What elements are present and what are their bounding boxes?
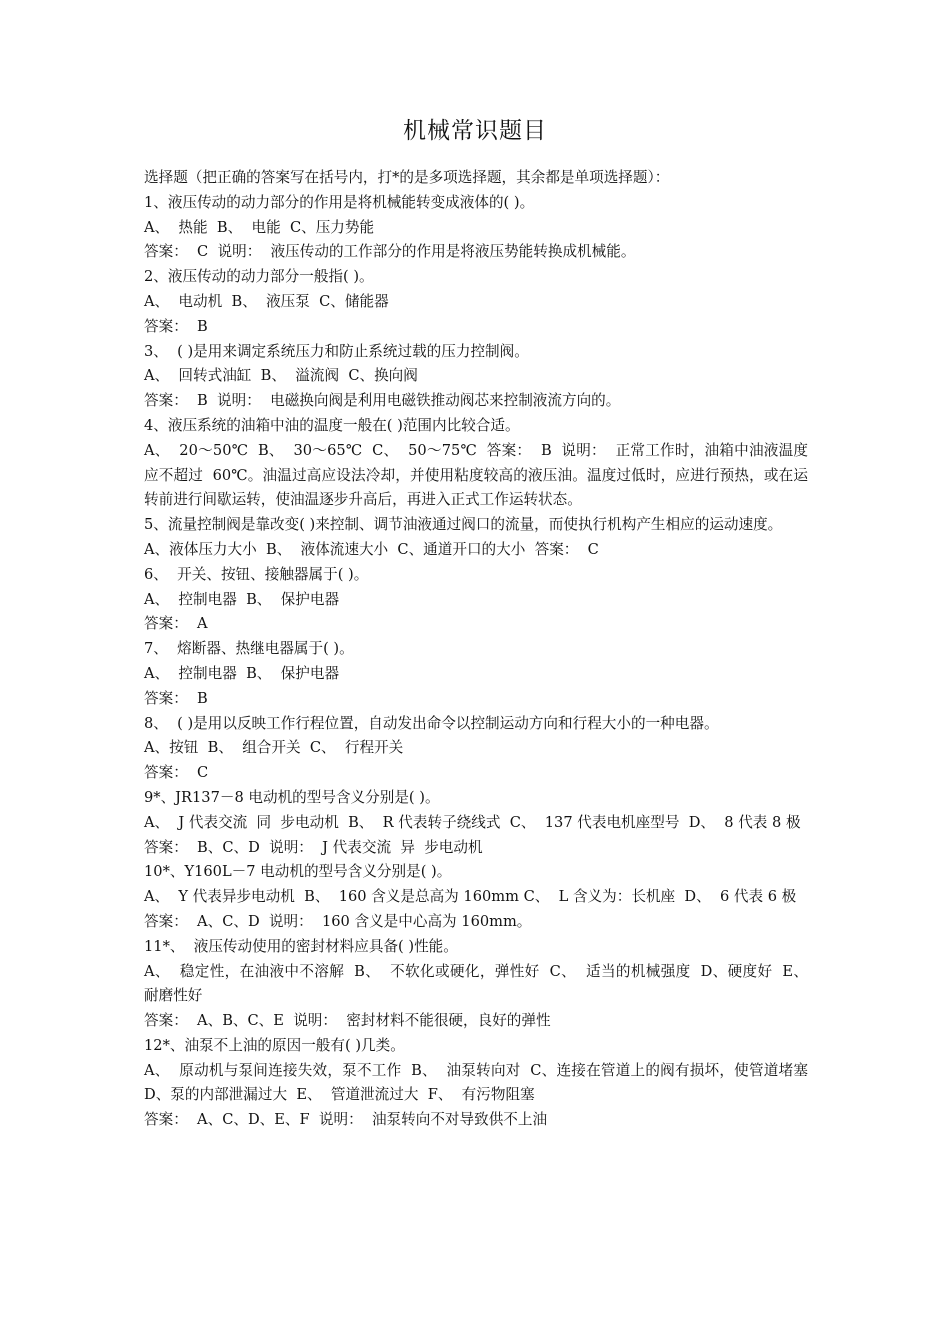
question-11-answer: 答案： A、B、C、E 说明： 密封材料不能很硬，良好的弹性 xyxy=(144,1012,551,1030)
question-3: 3、 ( )是用来调定系统压力和防止系统过载的压力控制阀。 xyxy=(144,342,529,360)
question-2-answer: 答案： B xyxy=(144,317,208,335)
question-8-answer: 答案： C xyxy=(144,764,209,782)
question-2: 2、液压传动的动力部分一般指( )。 xyxy=(144,268,374,286)
question-9: 9*、JR137－8 电动机的型号含义分别是( )。 xyxy=(144,788,440,806)
instructions-line: 选择题（把正确的答案写在括号内，打*的是多项选择题，其余都是单项选择题）： xyxy=(144,169,670,186)
question-7-answer: 答案： B xyxy=(144,689,208,707)
question-3-options: A、 回转式油缸 B、 溢流阀 C、换向阀 xyxy=(144,367,418,385)
question-11-options: A、 稳定性，在油液中不溶解 B、 不软化或硬化，弹性好 C、 适当的机械强度 D、硬度好 E、 耐磨性好 xyxy=(144,962,818,1005)
question-10: 10*、Y160L－7 电动机的型号含义分别是( )。 xyxy=(144,863,452,881)
question-9-options: A、 J 代表交流 同 步电动机 B、 R 代表转子绕线式 C、 137 代表电机座型号 D、 8 代表 8 极 xyxy=(144,813,801,831)
question-1-options: A、 热能 B、 电能 C、压力势能 xyxy=(144,218,375,236)
question-1: 1、液压传动的动力部分的作用是将机械能转变成液体的( )。 xyxy=(144,193,535,211)
question-4-options-answer: A、 20～50℃ B、 30～65℃ C、 50～75℃ 答案： B 说明： 正常工作时，油箱中油液温度应不超过 60℃。油温过高应设法冷却，并使用粘度较高的液压油。温度过低时，应进行预热，或在运转前进行间歇运转，使油温逐步升高后，再进入正式工作运转状态。 xyxy=(144,441,808,509)
question-3-answer: 答案： B 说明： 电磁换向阀是利用电磁铁推动阀芯来控制液流方向的。 xyxy=(144,392,621,410)
question-6-options: A、 控制电器 B、 保护电器 xyxy=(144,590,340,608)
question-12-answer: 答案： A、C、D、E、F 说明： 油泵转向不对导致供不上油 xyxy=(144,1111,548,1129)
question-9-answer: 答案： B、C、D 说明： J 代表交流 异 步电动机 xyxy=(144,838,483,856)
question-2-options: A、 电动机 B、 液压泵 C、储能器 xyxy=(144,292,389,310)
question-5-options-answer: A、液体压力大小 B、 液体流速大小 C、通道开口的大小 答案： C xyxy=(144,540,599,558)
question-4: 4、液压系统的油箱中油的温度一般在( )范围内比较合适。 xyxy=(144,416,520,434)
question-10-options: A、 Y 代表异步电动机 B、 160 含义是总高为 160mm C、 L 含义为：长机座 D、 6 代表 6 极 xyxy=(144,888,797,906)
question-6-answer: 答案： A xyxy=(144,615,208,633)
question-1-answer: 答案： C 说明： 液压传动的工作部分的作用是将液压势能转换成机械能。 xyxy=(144,243,636,261)
question-12-options: A、 原动机与泵间连接失效，泵不工作 B、 油泵转向对 C、连接在管道上的阀有损坏，使管道堵塞 D、泵的内部泄漏过大 E、 管道泄流过大 F、 有污物阻塞 xyxy=(144,1061,818,1104)
document-body xyxy=(144,166,818,1133)
question-7: 7、 熔断器、热继电器属于( )。 xyxy=(144,640,354,658)
question-10-answer: 答案： A、C、D 说明： 160 含义是中心高为 160mm。 xyxy=(144,912,532,930)
question-5: 5、流量控制阀是靠改变( )来控制、调节油液通过阀口的流量，而使执行机构产生相应的运动速度。 xyxy=(144,516,783,534)
page-title: 机械常识题目 xyxy=(403,118,547,144)
question-12: 12*、油泵不上油的原因一般有( )几类。 xyxy=(144,1036,405,1054)
question-8-options: A、按钮 B、 组合开关 C、 行程开关 xyxy=(144,739,404,757)
question-11: 11*、 液压传动使用的密封材料应具备( )性能。 xyxy=(144,937,458,955)
question-8: 8、 ( )是用以反映工作行程位置，自动发出命令以控制运动方向和行程大小的一种电器。 xyxy=(144,714,719,732)
question-6: 6、 开关、按钮、接触器属于( )。 xyxy=(144,565,369,583)
question-7-options: A、 控制电器 B、 保护电器 xyxy=(144,664,340,682)
